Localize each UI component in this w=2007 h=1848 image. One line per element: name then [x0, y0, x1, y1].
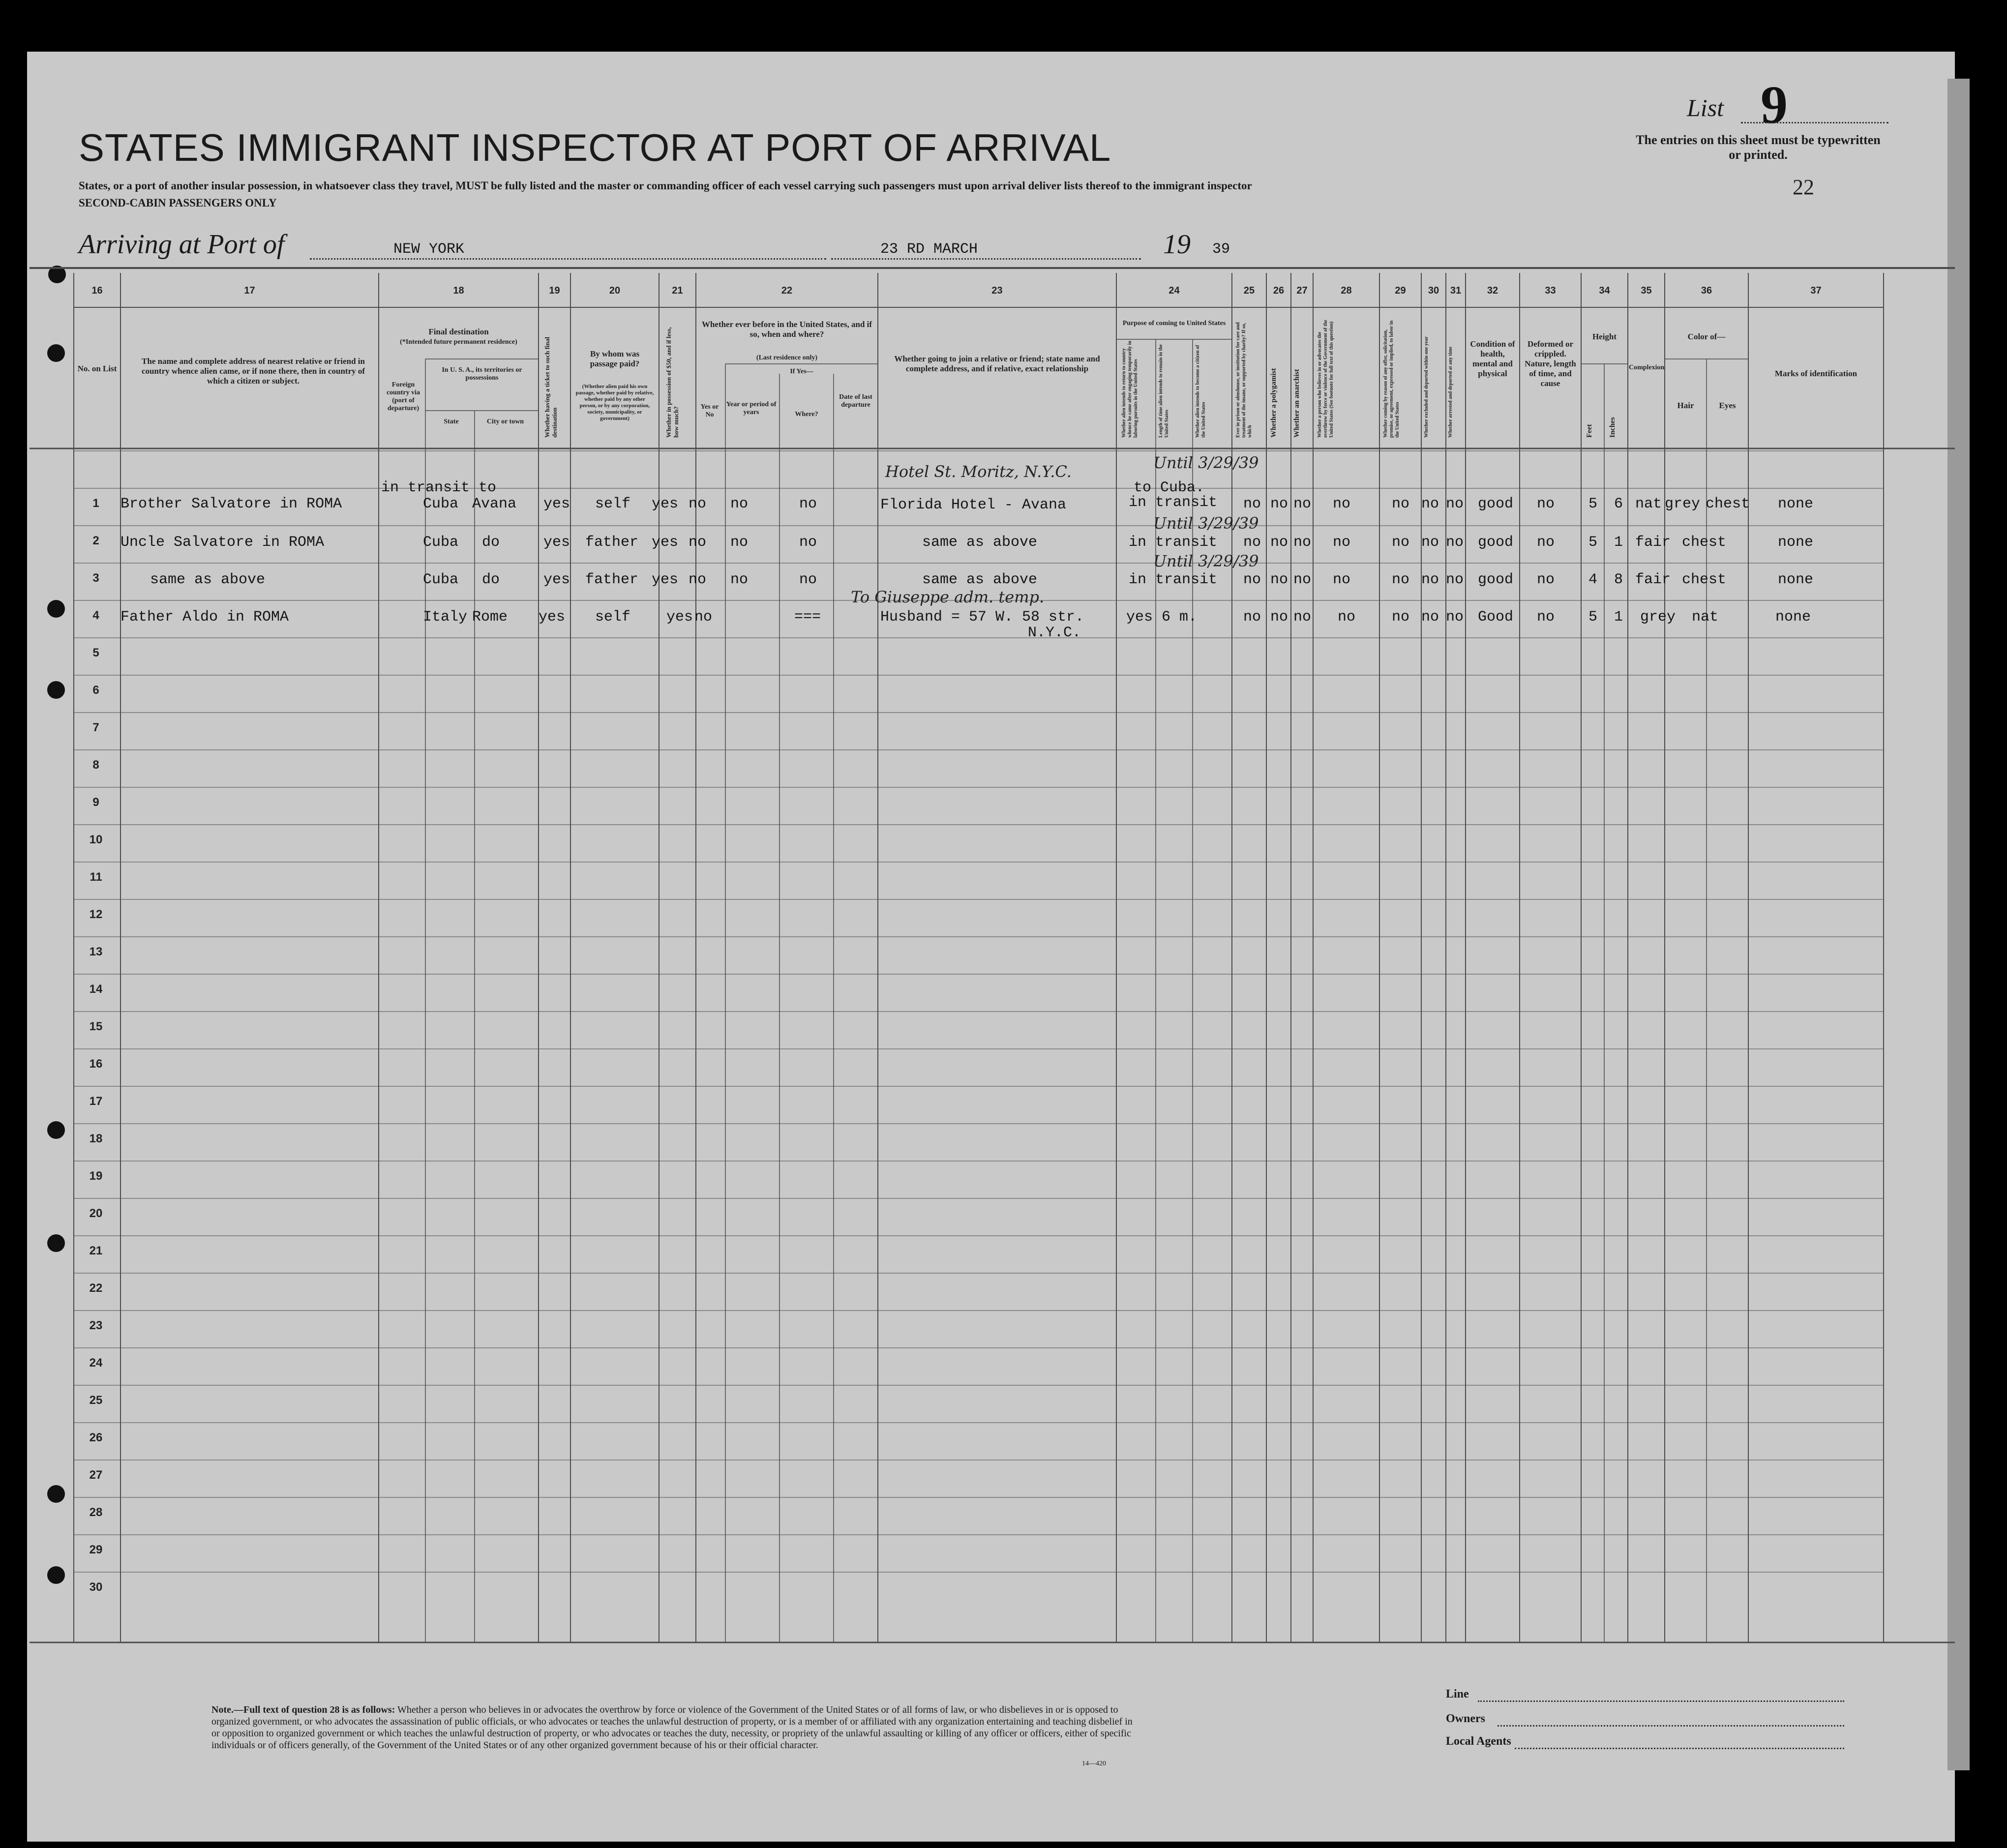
- height-inches: 1: [1614, 534, 1623, 551]
- joining-relative: Florida Hotel - Avana: [880, 497, 1067, 513]
- ticket: yes: [543, 496, 570, 512]
- year-period: no: [730, 534, 749, 551]
- colnum-34: 34: [1599, 285, 1610, 296]
- hair-color: grey: [1665, 496, 1701, 512]
- prison: no: [1243, 534, 1261, 551]
- prison: no: [1243, 571, 1261, 588]
- year-period: no: [730, 496, 749, 512]
- row-number: 30: [89, 1580, 103, 1594]
- ticket: yes: [543, 534, 570, 551]
- ever-before: no: [694, 609, 713, 626]
- arrested: no: [1446, 496, 1464, 512]
- header-20-sub: (Whether alien paid his own passage, whether paid by relative, whether paid by any other person, or by any corporation, society, municipality, or government): [575, 384, 654, 421]
- health: good: [1478, 571, 1514, 588]
- anarchist: no: [1293, 609, 1312, 626]
- footnote: [211, 1704, 1141, 1751]
- header-26: Whether a polygamist: [1270, 368, 1278, 438]
- where: no: [799, 571, 817, 588]
- header-24-a: Whether alien intends to return to country whence he came after engaging temporarily in laboring pursuits in the United States: [1121, 341, 1138, 438]
- colnum-28: 28: [1341, 285, 1352, 296]
- labor-offer: no: [1392, 571, 1410, 588]
- ever-before: no: [689, 534, 707, 551]
- anarchist: no: [1293, 534, 1312, 551]
- port-label: Arriving at Port of: [79, 229, 285, 260]
- prison: no: [1243, 609, 1261, 626]
- header-18-city: City or town: [486, 418, 524, 425]
- marks: none: [1775, 609, 1811, 626]
- joining-relative-2: N.Y.C.: [1028, 625, 1081, 641]
- row-number: 18: [89, 1132, 103, 1145]
- excluded: no: [1421, 534, 1439, 551]
- anarchist: no: [1293, 496, 1312, 512]
- ticket: yes: [543, 571, 570, 588]
- line-label: Line: [1446, 1688, 1469, 1700]
- passage-paid-by: self: [595, 609, 631, 626]
- owners-field: [1498, 1725, 1844, 1727]
- join-handwritten: To Giuseppe adm. temp.: [851, 588, 1045, 606]
- purpose-2: in transit: [1129, 494, 1218, 511]
- row-number: 15: [89, 1020, 103, 1033]
- complexion: fair: [1635, 571, 1671, 588]
- colnum-32: 32: [1487, 285, 1498, 296]
- colnum-25: 25: [1243, 285, 1255, 296]
- height-inches: 1: [1614, 609, 1623, 626]
- destination-city: do: [482, 571, 500, 588]
- header-24-b: Length of time alien intends to remain in the United States: [1158, 344, 1169, 438]
- arrival-date: 23 RD MARCH: [880, 241, 978, 258]
- colnum-23: 23: [991, 285, 1003, 296]
- header-35: Complexion: [1629, 364, 1665, 371]
- colnum-27: 27: [1296, 285, 1308, 296]
- colnum-29: 29: [1395, 285, 1406, 296]
- header-31: Whether arrested and deported at any time: [1448, 346, 1453, 438]
- polygamist: no: [1270, 534, 1288, 551]
- typewritten-note: The entries on this sheet must be typewritten or printed.: [1636, 133, 1881, 162]
- fifty-dollars: yes: [652, 534, 679, 551]
- year-suffix: 39: [1212, 241, 1230, 258]
- relative-address: Brother Salvatore in ROMA: [120, 496, 342, 512]
- header-22-date: Date of last departure: [839, 393, 872, 409]
- row-number: 22: [89, 1282, 103, 1295]
- header-33: Deformed or crippled. Nature, length of time, and cause: [1525, 339, 1576, 388]
- colnum-24: 24: [1168, 285, 1180, 296]
- header-22-year: Year or period of years: [726, 401, 777, 416]
- row-number: 25: [89, 1394, 103, 1407]
- marks: none: [1778, 534, 1814, 551]
- header-28: Whether a person who believes in or advocates the overthrow by force or violence of the Government of the United States (See footnote for full text of this question): [1317, 320, 1334, 438]
- header-36: Color of—: [1687, 332, 1726, 341]
- height-feet: 5: [1588, 609, 1598, 626]
- header-20: By whom was passage paid?: [590, 349, 640, 368]
- height-inches: 6: [1614, 496, 1623, 512]
- row-number: 6: [92, 684, 99, 697]
- marks: none: [1778, 496, 1814, 512]
- row-number: 4: [92, 609, 99, 622]
- deformed: no: [1537, 609, 1555, 626]
- header-36-eyes: Eyes: [1719, 401, 1736, 410]
- header-27: Whether an anarchist: [1293, 369, 1301, 438]
- row-number: 13: [89, 945, 103, 958]
- year-period: no: [730, 571, 749, 588]
- height-feet: 5: [1588, 496, 1598, 512]
- colnum-21: 21: [672, 285, 683, 296]
- row-number: 7: [92, 721, 99, 734]
- row-number: 14: [89, 983, 103, 996]
- port-value: NEW YORK: [393, 241, 465, 258]
- where: no: [799, 534, 817, 551]
- hair-color: nat: [1692, 609, 1719, 626]
- header-22-ifyes: If Yes—: [790, 368, 813, 375]
- row-number: 23: [89, 1319, 103, 1332]
- form-number: 14—420: [1082, 1760, 1106, 1767]
- overthrow: no: [1333, 496, 1351, 512]
- deformed: no: [1537, 571, 1555, 588]
- row-number: 29: [89, 1543, 103, 1556]
- destination-state: Cuba: [423, 571, 459, 588]
- colnum-26: 26: [1273, 285, 1285, 296]
- polygamist: no: [1270, 571, 1288, 588]
- colnum-30: 30: [1428, 285, 1439, 296]
- header-22-where: Where?: [795, 411, 818, 418]
- excluded: no: [1421, 609, 1439, 626]
- excluded: no: [1421, 571, 1439, 588]
- where: no: [799, 496, 817, 512]
- fifty-dollars: yes: [652, 571, 679, 588]
- ever-before: no: [689, 496, 707, 512]
- row-number: 12: [89, 908, 103, 921]
- colnum-18: 18: [453, 285, 464, 296]
- agents-field: [1515, 1748, 1844, 1749]
- destination-state: Cuba: [423, 496, 459, 512]
- colnum-31: 31: [1450, 285, 1462, 296]
- header-16: No. on List: [77, 364, 117, 373]
- row-number: 27: [89, 1468, 103, 1482]
- agents-label: Local Agents: [1446, 1735, 1511, 1748]
- arrested: no: [1446, 609, 1464, 626]
- destination-city: do: [482, 534, 500, 551]
- height-feet: 4: [1588, 571, 1598, 588]
- header-34: Height: [1592, 332, 1617, 341]
- header-17: The name and complete address of nearest relative or friend in country whence alien came, or if none there, then in country of which a citizen or subject.: [141, 357, 365, 386]
- colnum-17: 17: [244, 285, 255, 296]
- excluded: no: [1421, 496, 1439, 512]
- row-number: 2: [92, 534, 99, 547]
- purpose: in transit: [1129, 534, 1218, 551]
- arrested: no: [1446, 534, 1464, 551]
- purpose-handwritten: Until 3/29/39: [1153, 552, 1259, 570]
- marks: none: [1778, 571, 1814, 588]
- relative-address: Father Aldo in ROMA: [120, 609, 289, 626]
- header-19: Whether having a ticket to such final destination: [543, 337, 558, 438]
- header-22-yesno: Yes or No: [700, 403, 719, 418]
- arrested: no: [1446, 571, 1464, 588]
- header-25: Ever in prison or almshouse, or institution for care and treatment of the insane, or supported by charity? If so, which: [1235, 322, 1253, 438]
- fifty-dollars: yes: [666, 609, 693, 626]
- row-number: 26: [89, 1431, 103, 1444]
- header-18-foreign: Foreign country via (port of departure): [386, 381, 420, 412]
- overthrow: no: [1333, 571, 1351, 588]
- row-number: 5: [92, 646, 99, 659]
- header-32: Condition of health, mental and physical: [1470, 339, 1515, 378]
- joining-relative: same as above: [922, 534, 1038, 551]
- header-18: Final destination: [428, 327, 489, 336]
- header-23: Whether going to join a relative or friend; state name and complete address, and if relative, exact relationship: [894, 354, 1100, 373]
- labor-offer: no: [1392, 496, 1410, 512]
- colnum-22: 22: [781, 285, 793, 296]
- colnum-37: 37: [1810, 285, 1822, 296]
- destination-state: Cuba: [423, 534, 459, 551]
- complexion: grey: [1640, 609, 1676, 626]
- destination-city: Avana: [472, 496, 517, 512]
- hair-color: chest: [1682, 571, 1727, 588]
- complexion: nat: [1635, 496, 1662, 512]
- header-37: Marks of identification: [1774, 369, 1857, 378]
- purpose: to Cuba.: [1134, 479, 1205, 496]
- polygamist: no: [1270, 496, 1288, 512]
- footnote-text: Whether a person who believes in or advocates the overthrow by force or violence of the Government of the United States or of all forms of law, or who disbelieves in or is opposed to organized government, or who advocates the assassination of public officials, or who advocates or teaches the unlawful destruction of property, or is a member of or affiliated with any organization entertaining and teaching disbelief in or opposition to organized government or which teaches the unlawful destruction of property, or who advocates or teaches the duty, necessity, or propriety of the unlawful assaulting or killing of any officer or officers, either of specific individuals or of officers generally, of the Government of the United States or of any other organized government because of his or their official character.: [211, 1704, 1133, 1751]
- row-number: 17: [89, 1095, 103, 1108]
- header-18-usa: In U. S. A., its territories or possessions: [442, 366, 522, 382]
- passage-paid-by: father: [585, 571, 639, 588]
- list-number: 9: [1761, 75, 1788, 135]
- passage-paid-by: father: [585, 534, 639, 551]
- row-number: 9: [92, 796, 99, 809]
- overthrow: no: [1333, 534, 1351, 551]
- deformed: no: [1537, 534, 1555, 551]
- row-number: 28: [89, 1506, 103, 1519]
- destination-state: Italy: [423, 609, 468, 626]
- eye-color: chest: [1706, 496, 1750, 512]
- header-22: Whether ever before in the United States, and if so, when and where?: [701, 320, 872, 339]
- row-number: 3: [92, 571, 99, 585]
- list-label: List: [1687, 94, 1724, 121]
- foreign-destination: in transit to: [381, 479, 497, 496]
- header-34-feet: Feet: [1586, 424, 1593, 438]
- colnum-33: 33: [1545, 285, 1556, 296]
- row-number: 16: [89, 1057, 103, 1071]
- header-24-c: Whether alien intends to become a citizen of the United States: [1195, 345, 1206, 438]
- footnote-label: Note.—Full text of question 28 is as follows:: [211, 1704, 395, 1715]
- height-inches: 8: [1614, 571, 1623, 588]
- polygamist: no: [1270, 609, 1288, 626]
- colnum-20: 20: [609, 285, 621, 296]
- header-34-inches: Inches: [1609, 417, 1617, 438]
- prison: no: [1243, 496, 1261, 512]
- row-number: 11: [90, 870, 102, 884]
- passage-paid-by: self: [595, 496, 631, 512]
- colnum-36: 36: [1701, 285, 1712, 296]
- relative-address: same as above: [150, 571, 266, 588]
- header-30: Whether excluded and deported within one year: [1424, 336, 1429, 438]
- row-number: 24: [89, 1356, 103, 1370]
- overthrow: no: [1338, 609, 1356, 626]
- header-24: Purpose of coming to United States: [1122, 320, 1226, 327]
- purpose-handwritten: Until 3/29/39: [1153, 453, 1259, 472]
- header-29: Whether coming by reason of any offer, solicitation, promise, or agreement, expressed or implied, to labor in the United States: [1383, 320, 1400, 438]
- destination-city: Rome: [472, 609, 508, 626]
- class-line: SECOND-CABIN PASSENGERS ONLY: [79, 197, 277, 209]
- colnum-16: 16: [91, 285, 103, 296]
- joining-relative: same as above: [922, 571, 1038, 588]
- row-number: 20: [89, 1207, 103, 1220]
- where: ===: [794, 609, 821, 626]
- header-18-sub: (*Intended future permanent residence): [400, 338, 517, 346]
- owners-label: Owners: [1446, 1712, 1485, 1725]
- hair-color: chest: [1682, 534, 1727, 551]
- deformed: no: [1537, 496, 1555, 512]
- health: Good: [1478, 609, 1514, 626]
- ticket: yes: [539, 609, 566, 626]
- relative-address: Uncle Salvatore in ROMA: [120, 534, 325, 551]
- complexion: fair: [1635, 534, 1671, 551]
- colnum-35: 35: [1641, 285, 1652, 296]
- health: good: [1478, 534, 1514, 551]
- row-number: 1: [92, 497, 99, 510]
- joining-relative: Husband = 57 W. 58 str.: [880, 609, 1084, 626]
- header-36-hair: Hair: [1677, 401, 1694, 410]
- year-prefix: 19: [1163, 229, 1191, 260]
- anarchist: no: [1293, 571, 1312, 588]
- join-handwritten: Hotel St. Moritz, N.Y.C.: [885, 462, 1072, 481]
- labor-offer: no: [1392, 609, 1410, 626]
- header-22-sub: (Last residence only): [756, 354, 818, 361]
- row-number: 19: [89, 1169, 103, 1183]
- row-number: 8: [92, 758, 99, 772]
- labor-offer: no: [1392, 534, 1410, 551]
- page-subtitle: States, or a port of another insular possession, in whatsoever class they travel, MUST be fully listed and the master or commanding officer of each vessel carrying such passengers must upon arrival deliver lists thereof to the immigrant inspector: [79, 179, 1252, 192]
- row-number: 10: [89, 833, 103, 846]
- page-title: STATES IMMIGRANT INSPECTOR AT PORT OF ARRIVAL: [79, 126, 1111, 169]
- health: good: [1478, 496, 1514, 512]
- header-21: Whether in possession of $50, and if less, how much?: [665, 327, 680, 438]
- header-18-state: State: [444, 418, 459, 425]
- row-number: 21: [89, 1244, 103, 1257]
- height-feet: 5: [1588, 534, 1598, 551]
- purpose-handwritten: Until 3/29/39: [1153, 514, 1259, 533]
- line-field: [1478, 1700, 1844, 1702]
- colnum-19: 19: [549, 285, 560, 296]
- purpose: yes 6 m.: [1126, 609, 1198, 626]
- purpose: in transit: [1129, 571, 1218, 588]
- ever-before: no: [689, 571, 707, 588]
- fifty-dollars: yes: [652, 496, 679, 512]
- sheet-number: 22: [1793, 175, 1814, 199]
